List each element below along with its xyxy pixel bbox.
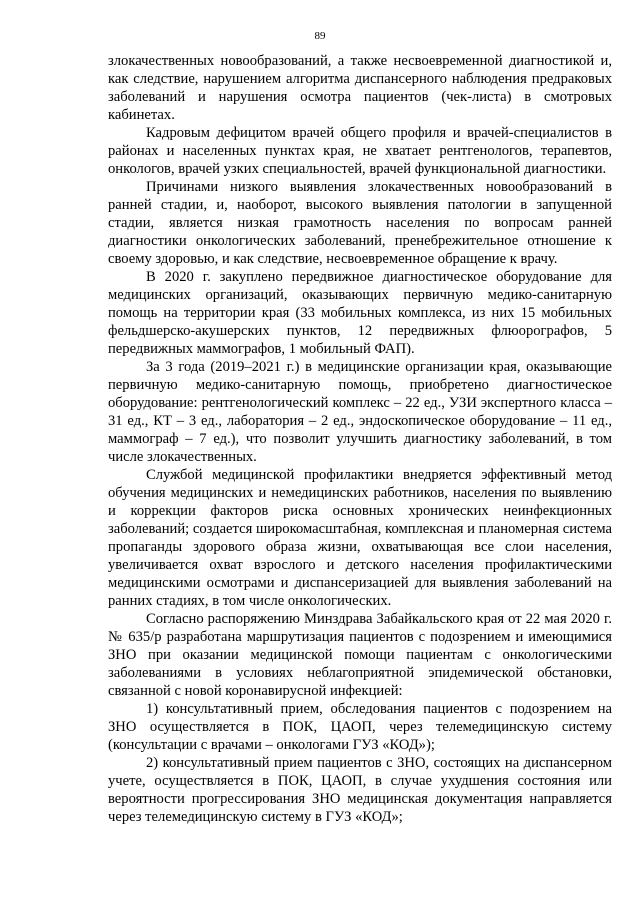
paragraph-equipment-2019-2021: За 3 года (2019–2021 г.) в медицинские организации края, оказывающие первичную медико-санитарную помощь, приобретено диагностическое оборудование: рентгенологический комплекс – 22 ед., УЗИ экспертного класса – 31 ед., КТ – 3 ед., лаборатория – 2 ед., эндоскопическое оборудование – 11 ед., маммограф – 7 ед.), что позволит улучшить диагностику заболеваний, в том числе злокачественных. [108,359,612,465]
paragraph-prevention-service: Службой медицинской профилактики внедряется эффективный метод обучения медицинских и немедицинских работников, населения по выявлению и коррекции факторов риска основных хронических неинфекционных заболеваний; создается широкомасштабная, комплексная и планомерная система пропаганды здорового образа жизни, охватывающая все слои населения, увеличивается охват взрослого и детского населения профилактическими медицинскими осмотрами и диспансеризацией для выявления заболеваний на ранних стадиях, в том числе онкологических. [108,467,612,609]
paragraph-staff-shortage: Кадровым дефицитом врачей общего профиля и врачей-специалистов в районах и населенных пунктах края, не хватает рентгенологов, терапевтов, онкологов, врачей узких специальностей, врачей функциональной диагностики. [108,125,612,177]
paragraph-routing-order: Согласно распоряжению Минздрава Забайкальского края от 22 мая 2020 г. № 635/р разработана маршрутизация пациентов с подозрением и имеющимися ЗНО при оказании медицинской помощи пациентам с онкологическими заболеваниями в условиях неблагоприятной эпидемической обстановки, связанной с новой коронавирусной инфекцией: [108,611,612,699]
paragraph-continuation: злокачественных новообразований, а также несвоевременной диагностикой и, как следствие, нарушением алгоритма диспансерного наблюдения предраковых заболеваний и нарушения осмотра пациентов (чек-листа) в смотровых кабинетах. [108,53,612,123]
page-number: 89 [314,30,326,42]
document-body [108,52,612,826]
list-item-1: 1) консультативный прием, обследования пациентов с подозрением на ЗНО осуществляется в ПОК, ЦАОП, через телемедицинскую систему (консультации с врачами – онкологами ГУЗ «КОД»); [108,701,612,753]
list-item-2: 2) консультативный прием пациентов с ЗНО, состоящих на диспансерном учете, осуществляется в ПОК, ЦАОП, в случае ухудшения состояния или вероятности прогрессирования ЗНО медицинская документация направляется через телемедицинскую систему в ГУЗ «КОД»; [108,755,612,825]
paragraph-mobile-equipment-2020: В 2020 г. закуплено передвижное диагностическое оборудование для медицинских организаций, оказывающих первичную медико-санитарную помощь на территории края (33 мобильных комплекса, из них 15 мобильных фельдшерско-акушерских пунктов, 12 передвижных флюорографов, 5 передвижных маммографов, 1 мобильный ФАП). [108,269,612,357]
paragraph-low-detection-causes: Причинами низкого выявления злокачественных новообразований в ранней стадии, и, наоборот, высокого выявления патологии в запущенной стадии, является низкая грамотность населения по вопросам ранней диагностики онкологических заболеваний, пренебрежительное отношение к своему здоровью, и как следствие, несвоевременное обращение к врачу. [108,179,612,267]
